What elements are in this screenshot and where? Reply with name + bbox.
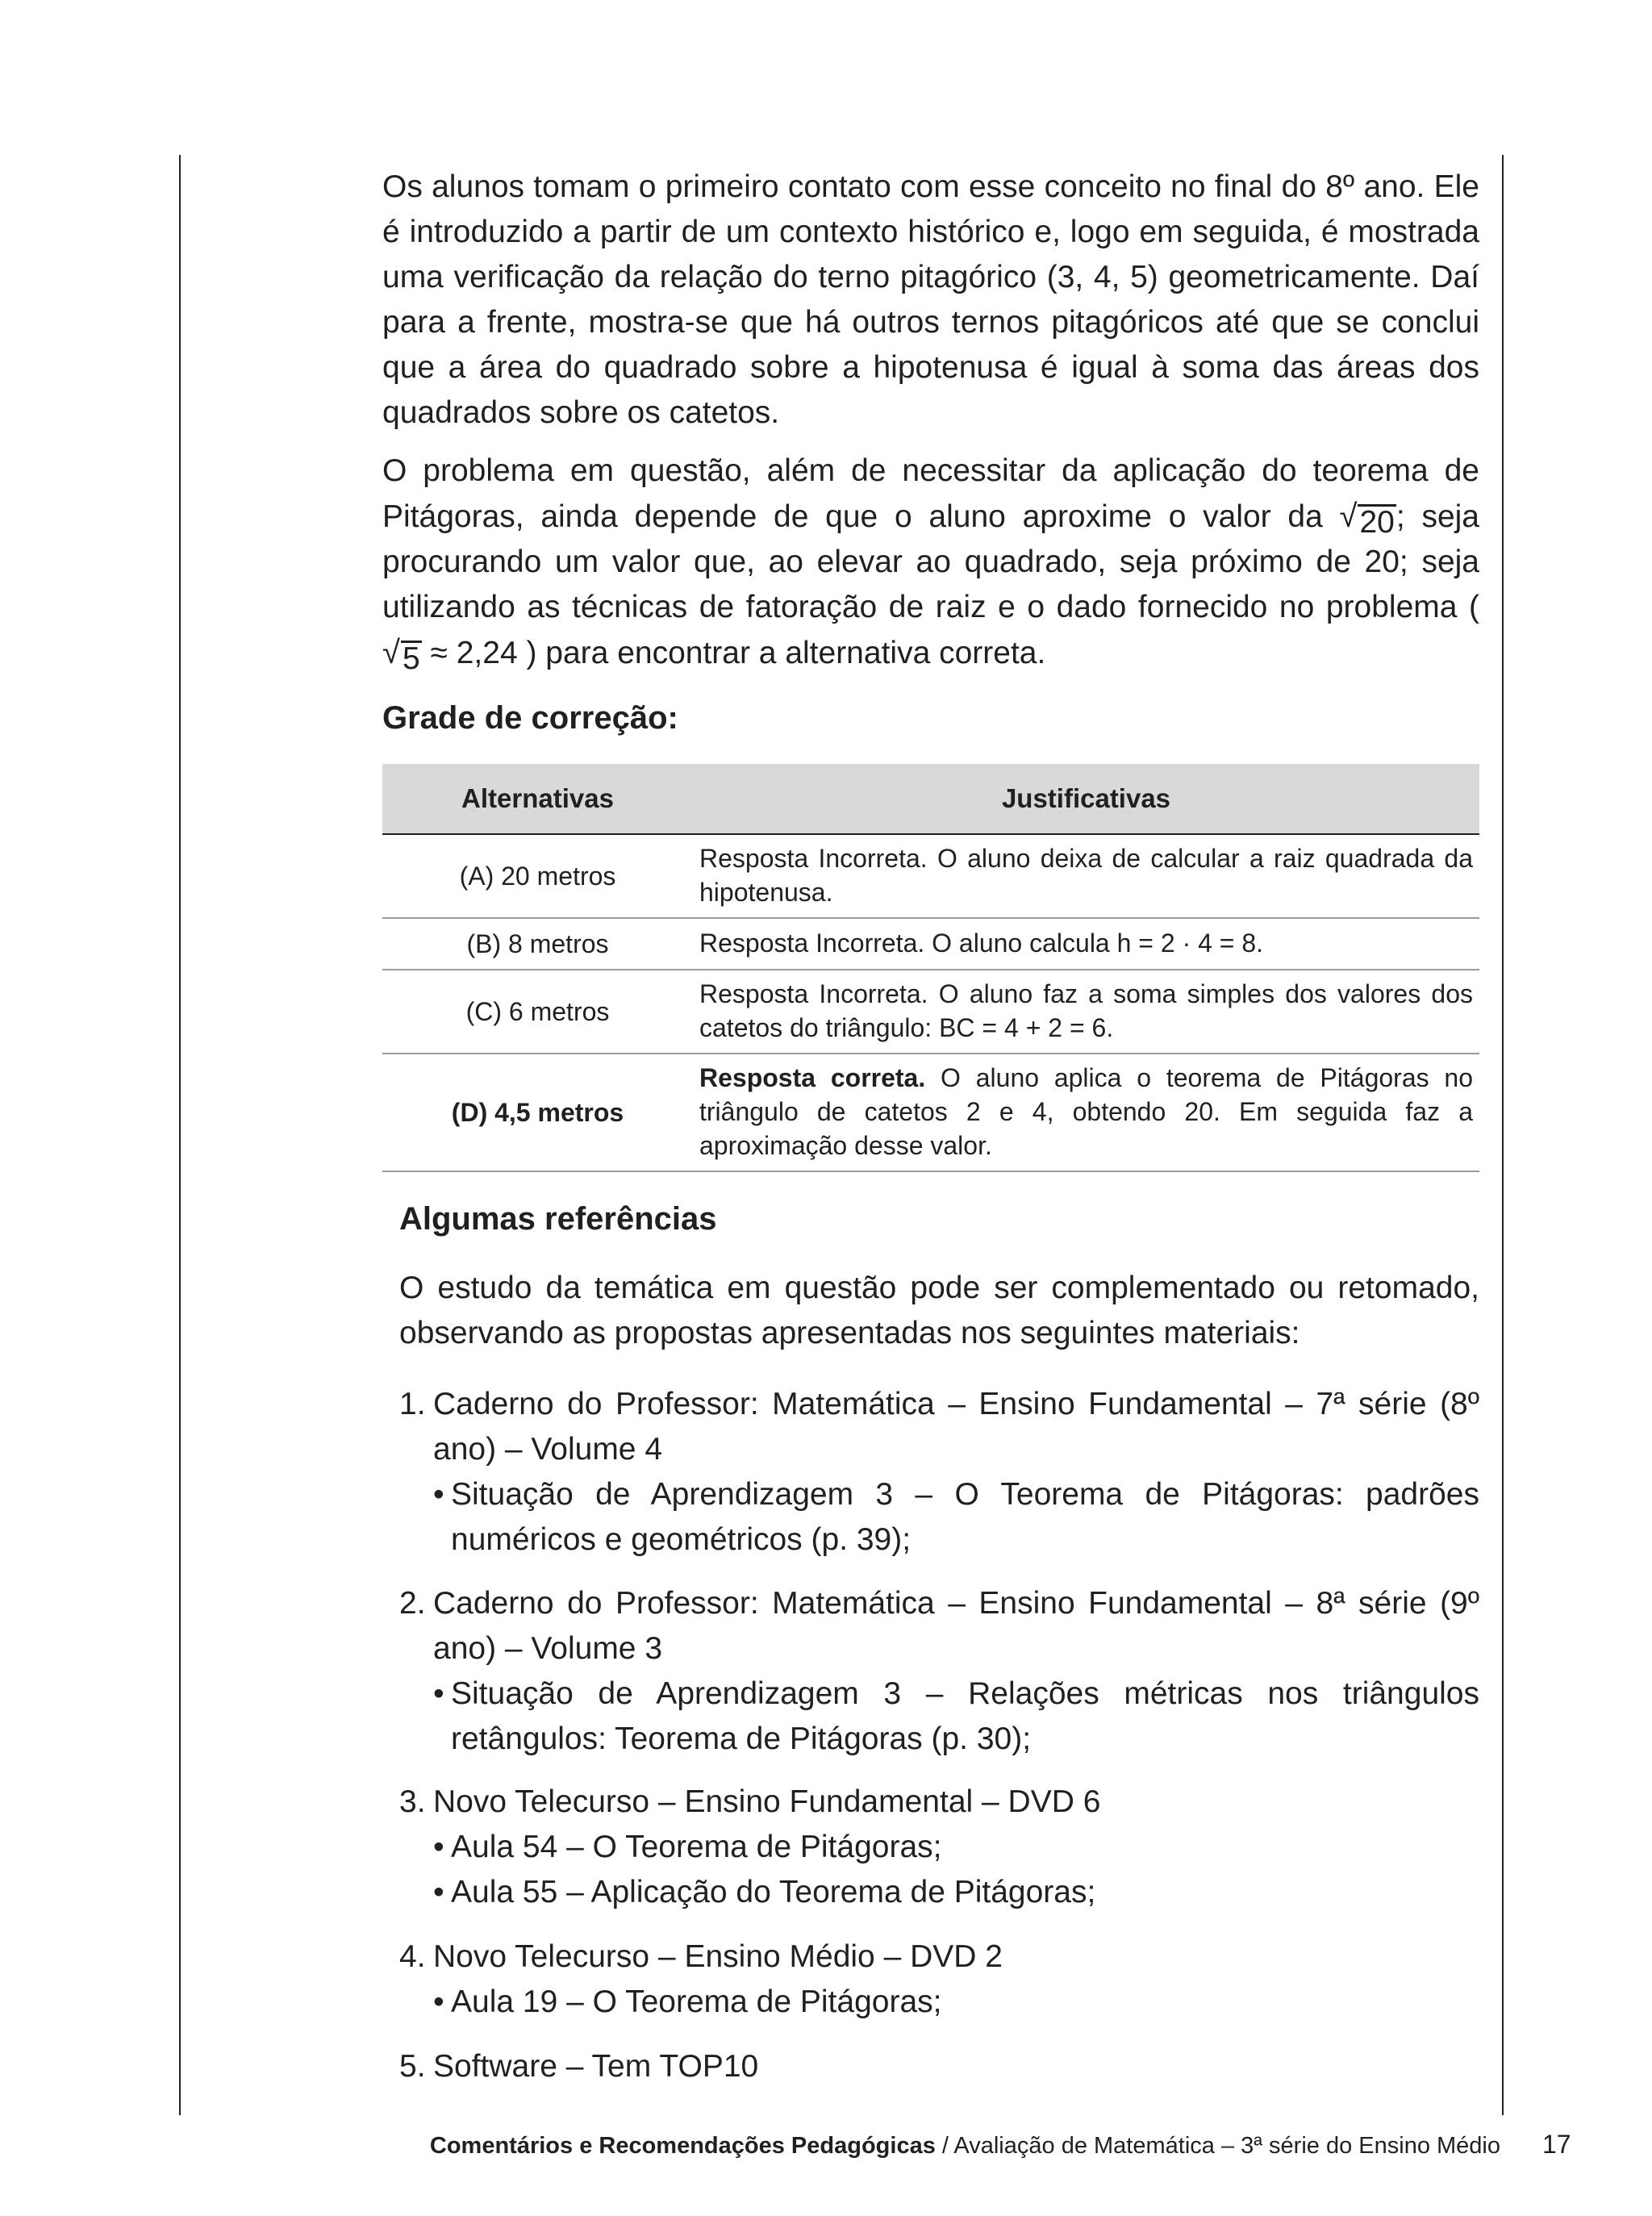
alternative-cell: (B) 8 metros — [382, 918, 693, 970]
table-header-row — [382, 764, 1479, 834]
justification-text: O aluno aplica o teorema de Pitágoras no triângulo de catetos 2 e 4, obtendo 20. Em seguida faz a aproximação desse valor. — [699, 1063, 1474, 1160]
subitem-text: Situação de Aprendizagem 3 – O Teorema de Pitágoras: padrões numéricos e geométricos (p. 39); — [451, 1477, 1479, 1557]
paragraph-text-part: O problema em questão, além de necessitar da aplicação do teorema de Pitágoras, ainda depende de que o aluno aproxime o valor da — [382, 453, 1479, 534]
subitem-text: Situação de Aprendizagem 3 – Relações métricas nos triângulos retângulos: Teorema de Pitágoras (p. 30); — [451, 1676, 1479, 1756]
reference-number: 1. — [399, 1387, 426, 1421]
bullet-icon: • — [433, 1875, 444, 1909]
table-row-correct — [382, 1054, 1479, 1171]
alternative-cell: (C) 6 metros — [382, 970, 693, 1054]
justification-cell — [693, 918, 1479, 970]
left-margin-rule — [179, 155, 181, 2115]
bullet-icon: • — [433, 1984, 444, 2019]
table-row — [382, 970, 1479, 1054]
subitem-text: Aula 54 – O Teorema de Pitágoras; — [451, 1830, 942, 1864]
table-row — [382, 834, 1479, 918]
radicand: 20 — [1359, 505, 1395, 540]
paragraph-text — [382, 449, 1479, 676]
reference-number: 4. — [399, 1939, 426, 1974]
reference-title: Caderno do Professor: Matemática – Ensino Fundamental – 8ª série (9º ano) – Volume 3 — [433, 1586, 1479, 1666]
reference-number: 5. — [399, 2049, 426, 2084]
alternative-cell: (A) 20 metros — [382, 834, 693, 918]
reference-item — [399, 1382, 1479, 1563]
grade-title: Grade de correção: — [382, 700, 678, 736]
square-root-expression — [1340, 494, 1396, 539]
paragraph-text-part: ≈ 2,24 ) para encontrar a alternativa correta. — [430, 636, 1046, 670]
radicand: 5 — [402, 641, 420, 676]
page-number: 17 — [1542, 2130, 1571, 2159]
justification-text: Resposta Incorreta. O aluno faz a soma simples dos valores dos catetos do triângulo: BC = 4 + 2 = 6. — [699, 979, 1473, 1042]
bullet-icon: • — [433, 1830, 444, 1864]
problem-paragraph — [382, 449, 1479, 676]
reference-subitem — [433, 1980, 1479, 2025]
reference-title: Software – Tem TOP10 — [433, 2049, 759, 2084]
subitem-text: Aula 55 – Aplicação do Teorema de Pitágoras; — [451, 1875, 1096, 1909]
references-title: Algumas referências — [399, 1201, 717, 1237]
correct-answer-label: Resposta correta. — [699, 1063, 926, 1092]
reference-subitem — [433, 1671, 1479, 1762]
reference-title: Caderno do Professor: Matemática – Ensino Fundamental – 7ª série (8º ano) – Volume 4 — [433, 1387, 1479, 1467]
header-justificativas: Justificativas — [693, 764, 1479, 834]
reference-number: 2. — [399, 1586, 426, 1621]
justification-text: Resposta Incorreta. O aluno calcula h = 2 · 4 = 8. — [699, 929, 1264, 958]
references-intro: O estudo da temática em questão pode ser complementado ou retomado, observando as propostas apresentadas nos seguintes materiais: — [399, 1271, 1479, 1350]
intro-paragraph — [382, 165, 1479, 436]
justification-text: Resposta Incorreta. O aluno deixa de calcular a raiz quadrada da hipotenusa. — [699, 844, 1473, 907]
radical-symbol: √ — [382, 635, 400, 670]
reference-subitem — [433, 1870, 1479, 1915]
table-row — [382, 918, 1479, 970]
bullet-icon: • — [433, 1676, 444, 1711]
justification-cell — [693, 1054, 1479, 1171]
reference-item — [399, 2044, 1479, 2089]
subitem-text: Aula 19 – O Teorema de Pitágoras; — [451, 1984, 942, 2019]
bullet-icon: • — [433, 1477, 444, 1512]
alternative-cell-correct: (D) 4,5 metros — [382, 1054, 693, 1171]
reference-number: 3. — [399, 1784, 426, 1819]
footer-subtitle: / Avaliação de Matemática – 3ª série do Ensino Médio — [935, 2133, 1500, 2159]
radical-symbol: √ — [1339, 499, 1358, 534]
reference-title: Novo Telecurso – Ensino Fundamental – DVD 6 — [433, 1784, 1101, 1819]
reference-title: Novo Telecurso – Ensino Médio – DVD 2 — [433, 1939, 1003, 1974]
header-alternativas: Alternativas — [382, 764, 693, 834]
paragraph-text-part: ; seja procurando um valor que, ao elevar ao quadrado, seja próximo de 20; seja utilizando as técnicas de fatoração de raiz e o dado fornecido no problema ( — [382, 499, 1479, 624]
page-footer — [403, 2130, 1500, 2162]
justification-cell — [693, 834, 1479, 918]
paragraph-text: Os alunos tomam o primeiro contato com esse conceito no final do 8º ano. Ele é introduzido a partir de um contexto histórico e, logo em seguida, é mostrada uma verificação da relação do terno pitagórico (3, 4, 5) geometricamente. Daí para a frente, mostra-se que há outros ternos pitagóricos até que se conclui que a área do quadrado sobre a hipotenusa é igual à soma das áreas dos quadrados sobre os catetos. — [382, 169, 1479, 430]
reference-item — [399, 1780, 1479, 1915]
reference-subitem — [433, 1825, 1479, 1870]
footer-bold-title: Comentários e Recomendações Pedagógicas — [429, 2133, 936, 2159]
square-root-expression — [382, 630, 422, 675]
grade-table — [382, 764, 1479, 1172]
reference-item — [399, 1581, 1479, 1762]
right-margin-rule — [1502, 155, 1504, 2115]
reference-item — [399, 1934, 1479, 2025]
reference-subitem — [433, 1472, 1479, 1563]
justification-cell — [693, 970, 1479, 1054]
